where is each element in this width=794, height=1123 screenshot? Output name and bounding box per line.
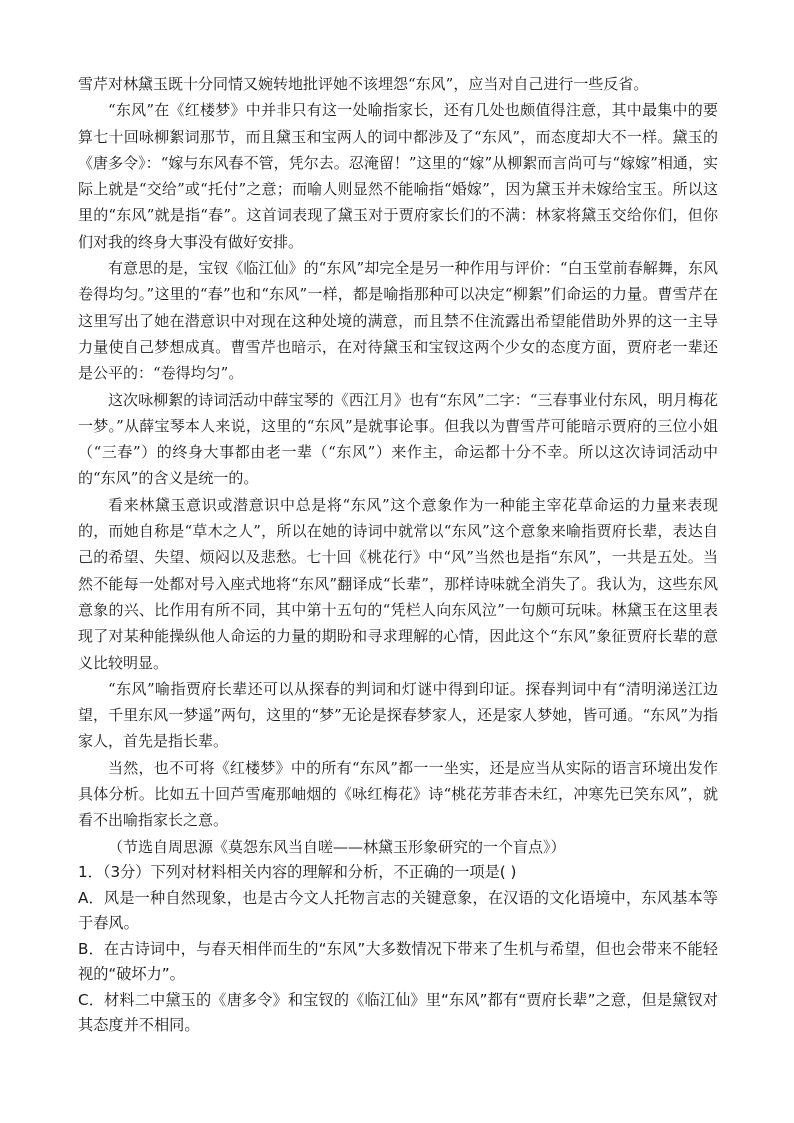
essay-paragraph: 有意思的是，宝钗《临江仙》的“东风”却完全是另一种作用与评价：“白玉堂前春解舞，东风卷得均匀。”这里的“春”也和“东风”一样，都是喻指那种可以决定“柳絮”们命运的力量。曹雪芹在这里写出了她在潜意识中对现在这种处境的满意，而且禁不住流露出希望能借助外界的这一主导力量使自己梦想成真。曹雪芹也暗示，在对待黛玉和宝钗这两个少女的态度方面，贾府老一辈还是公平的：“卷得均匀”。 (78, 259, 718, 383)
essay-body (78, 71, 718, 860)
essay-paragraph: 雪芹对林黛玉既十分同情又婉转地批评她不该埋怨“东风”，应当对自己进行一些反省。 (78, 75, 649, 93)
essay-paragraph: 看来林黛玉意识或潜意识中总是将“东风”这个意象作为一种能主宰花草命运的力量来表现的，而她自称是“草木之人”，所以在她的诗词中就常以“东风”这个意象来喻指贾府长辈，表达自己的希望、失望、烦闷以及悲愁。七十回《桃花行》中“风”当然也是指“东风”，一共是五处。当然不能每一处都对号入座式地将“东风”翻译成“长辈”，那样诗味就全消失了。我认为，这些东风意象的兴、比作用有所不同，其中第十五句的“凭栏人向东风泣”一句颇可玩味。林黛玉在这里表现了对某种能操纵他人命运的力量的期盼和寻求理解的心情，因此这个“东风”象征贾府长辈的意义比较明显。 (78, 495, 718, 672)
answer-option-c: C．材料二中黛玉的《唐多令》和宝钗的《临江仙》里“东风”都有“贾府长辈”之意，但是黛钗对其态度并不相同。 (78, 990, 718, 1035)
document-page (78, 71, 718, 1039)
answer-option-b: B．在古诗词中，与春天相伴而生的“东风”大多数情况下带来了生机与希望，但也会带来不能轻视的“破坏力”。 (78, 939, 718, 984)
essay-paragraph: 当然，也不可将《红楼梦》中的所有“东风”都一一坐实，还是应当从实际的语言环境出发作具体分析。比如五十回芦雪庵那岫烟的《咏红梅花》诗“桃花芳菲杏未红，冲寒先已笑东风”，就看不出喻指家长之意。 (78, 758, 718, 830)
question-section (78, 860, 718, 1039)
question-stem: 1．（3分）下列对材料相关内容的理解和分析，不正确的一项是( ) (78, 862, 517, 881)
answer-option-a: A．风是一种自然现象，也是古今文人托物言志的关键意象，在汉语的文化语境中，东风基本等于春风。 (78, 888, 718, 933)
essay-paragraph: “东风”喻指贾府长辈还可以从探春的判词和灯谜中得到印证。探春判词中有“清明涕送江边望，千里东风一梦遥”两句，这里的“梦”无论是探春梦家人，还是家人梦她，皆可通。“东风”为指家人，首先是指长辈。 (78, 679, 718, 751)
source-citation: （节选自周思源《莫怨东风当自嗟——林黛玉形象研究的一个盲点》） (108, 837, 566, 856)
essay-paragraph: 这次咏柳絮的诗词活动中薛宝琴的《西江月》也有“东风”二字：“三春事业付东风，明月梅花一梦。”从薛宝琴本人来说，这里的“东风”是就事论事。但我以为曹雪芹可能暗示贾府的三位小姐（“三春”）的终身大事都由老一辈（“东风”）来作主，命运都十分不幸。所以这次诗词活动中的“东风”的含义是统一的。 (78, 390, 718, 488)
essay-paragraph: “东风”在《红楼梦》中并非只有这一处喻指家长，还有几处也颇值得注意，其中最集中的要算七十回咏柳絮词那节，而且黛玉和宝两人的词中都涉及了“东风”，而态度却大不一样。黛玉的《唐多令》：“嫁与东风春不管，凭尔去。忍淹留！”这里的“嫁”从柳絮而言尚可与“嫁嫁”相通，实际上就是“交给”或“托付”之意；而喻人则显然不能喻指“婚嫁”，因为黛玉并未嫁给宝玉。所以这里的“东风”就是指“春”。这首词表现了黛玉对于贾府家长们的不满：林家将黛玉交给你们，但你们对我的终身大事没有做好安排。 (78, 101, 718, 251)
